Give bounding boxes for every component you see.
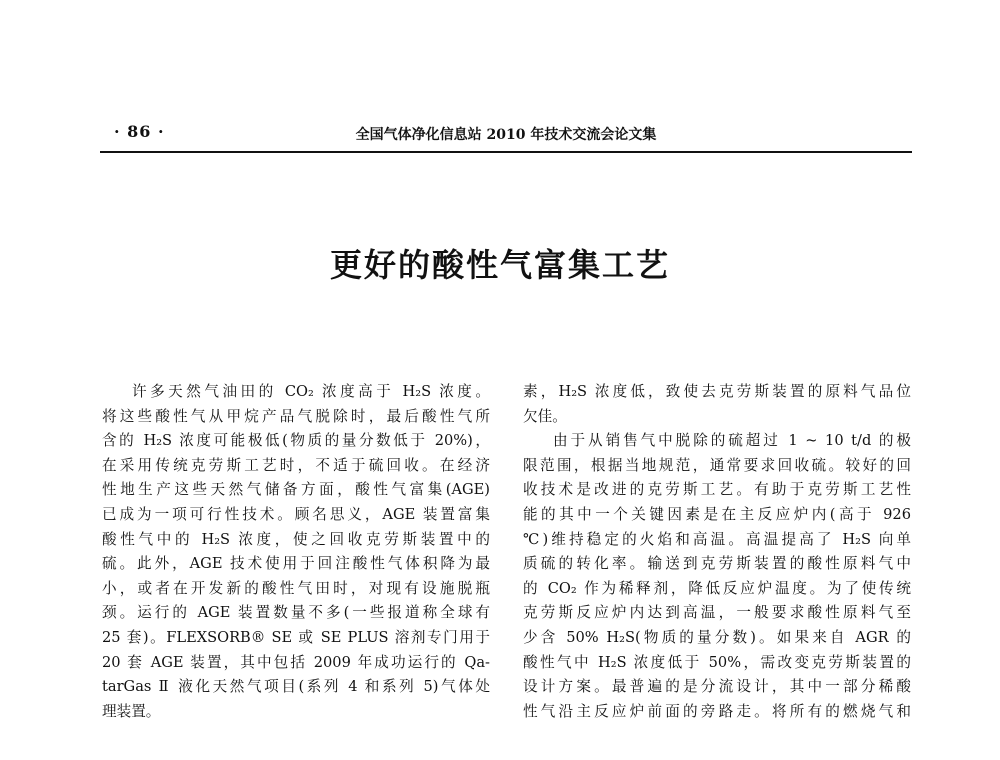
paragraph-line: 的 CO₂ 作为稀释剂，降低反应炉温度。为了使传统: [523, 579, 911, 597]
paragraph-line: 硫。此外，AGE 技术使用于回注酸性气体积降为最: [102, 555, 490, 573]
right-column: [523, 380, 911, 724]
paragraph-line: 少含 50% H₂S(物质的量分数)。如果来自 AGR 的: [523, 628, 911, 646]
paragraph-line: tarGas Ⅱ 液化天然气项目(系列 4 和系列 5)气体处: [102, 678, 490, 696]
paragraph-line: 小，或者在开发新的酸性气田时，对现有设施脱瓶: [102, 579, 490, 597]
paragraph-line: 能的其中一个关键因素是在主反应炉内(高于 926: [523, 505, 911, 523]
paragraph-line: 25 套)。FLEXSORB® SE 或 SE PLUS 溶剂专门用于: [102, 628, 490, 646]
paragraph-line: 酸性气中 H₂S 浓度低于 50%，需改变克劳斯装置的: [523, 653, 911, 671]
paragraph-line: 质硫的转化率。输送到克劳斯装置的酸性原料气中: [523, 555, 911, 573]
paragraph-line: ℃)维持稳定的火焰和高温。高温提高了 H₂S 向单: [523, 530, 911, 548]
page-header: [100, 118, 912, 148]
paragraph-line: 含的 H₂S 浓度可能极低(物质的量分数低于 20%)，: [102, 432, 490, 450]
paragraph-line: 收技术是改进的克劳斯工艺。有助于克劳斯工艺性: [523, 481, 911, 499]
paragraph-line: 性气沿主反应炉前面的旁路走。将所有的燃烧气和: [523, 702, 911, 720]
page-number: · 86 ·: [114, 122, 165, 141]
paragraph-line: 20 套 AGE 装置，其中包括 2009 年成功运行的 Qa-: [102, 653, 490, 671]
paragraph-line: 理装置。: [102, 702, 161, 720]
paragraph-line: 设计方案。最普遍的是分流设计，其中一部分稀酸: [523, 678, 911, 696]
paragraph-line: 酸性气中的 H₂S 浓度，使之回收克劳斯装置中的: [102, 530, 490, 548]
article-title: 更好的酸性气富集工艺: [329, 246, 670, 284]
paragraph-line: 素，H₂S 浓度低，致使去克劳斯装置的原料气品位: [523, 383, 911, 400]
paragraph-line: 在采用传统克劳斯工艺时，不适于硫回收。在经济: [102, 456, 490, 474]
paragraph-line: 欠佳。: [523, 407, 567, 425]
paragraph-line: 限范围，根据当地规范，通常要求回收硫。较好的回: [523, 456, 911, 474]
left-column: [102, 380, 490, 724]
paragraph-line: 颈。运行的 AGE 装置数量不多(一些报道称全球有: [102, 604, 490, 622]
paragraph-line: 许多天然气油田的 CO₂ 浓度高于 H₂S 浓度。: [132, 383, 490, 400]
paragraph-line: 性地生产这些天然气储备方面，酸性气富集(AGE): [102, 481, 490, 499]
paragraph-line: 将这些酸性气从甲烷产品气脱除时，最后酸性气所: [102, 407, 490, 425]
header-rule: [100, 151, 912, 153]
running-title: 全国气体净化信息站 2010 年技术交流会论文集: [355, 127, 657, 143]
paragraph-line: 已成为一项可行性技术。顾名思义，AGE 装置富集: [102, 505, 490, 523]
paragraph-line: 由于从销售气中脱除的硫超过 1 ~ 10 t/d 的极: [553, 432, 911, 450]
paragraph-line: 克劳斯反应炉内达到高温，一般要求酸性原料气至: [523, 604, 911, 622]
